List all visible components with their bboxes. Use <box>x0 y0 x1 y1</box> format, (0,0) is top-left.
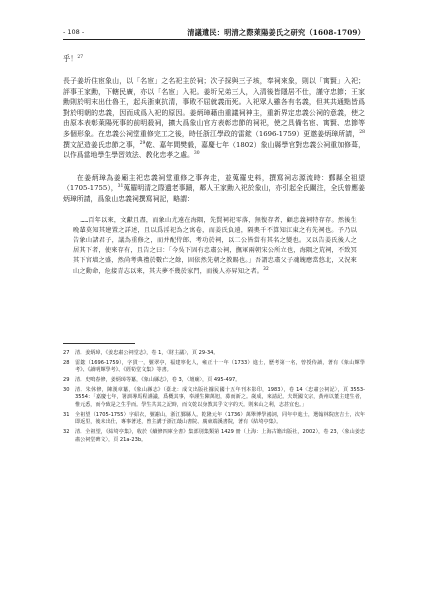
page-header <box>63 28 365 40</box>
footnote-text: 清．姜炳璋，《姜忠肅公祠堂志》，卷 1，〈財主議〉，頁 29-34。 <box>75 349 219 356</box>
footnote-ref: 29 <box>139 140 146 146</box>
footnote-divider <box>63 343 135 344</box>
footnote-number: 32 <box>63 429 70 436</box>
quote-text: ……百年以來，文獻且盡，而象山尤遠在海隅，先賢祠祀零落，無復存者，顧忠義祠特存存。然後生晚輩莫知其建置之詳述，且以爲淫祀為之寓卷，而姜氏負遠，隔奧千不算知江東之有先祠也。予乃以告象山諸君子，議為重修之，而并配侍郎、考功於祠，以二公皆當有其名之變也。又以告姜氏後人之居其下者，使來存有，且告之曰：「今吳下固有忠肅公祠，撫軍兩朝宋公所立也，海隅之荒祠，不致冥其下宮墻之盛，然尚考典禮於數亡之餘，固依然先朝之教賜也。」吾謂忠肅父子魂魄應當悠北，又況來山之動命，危接青志以來，其夫夢不幾於家門，而後人亦昇知之者。 <box>73 216 357 275</box>
body-paragraph-1 <box>63 76 365 161</box>
footnote-number: 27 <box>63 349 70 356</box>
block-quote <box>73 216 357 277</box>
continued-fragment <box>63 54 365 64</box>
footnote <box>63 387 365 410</box>
footnote-text: 清．全祖望，《結埼亭集》，收於《續修四庫全書》集部別集類第 1429 冊（上海：上海古籍出版社，2002），卷 23，〈象山姜忠肅公祠堂碑文〉，頁 21a-23b。 <box>75 429 365 443</box>
footnote-number: 28 <box>63 359 70 366</box>
footnote <box>63 360 365 375</box>
page-number: - 108 - <box>63 28 85 36</box>
paragraph-text: 長子姜圻住宦象山，以「名宦」之名祀主於祠；次子採與三子垓，奉祠來象，則以「寓賢」入祀；評事王家勳，下轄民廣，亦以「名宦」入祀。姜圻兄弟三人，入清後皆隱居不仕，謹守忠節；王家勳則於明末出仕魯王，起兵浙東抗清，事敗不屈就義而死。入祀眾人雖各有名義，但其共通點皆爲對於明朝的忠義，因而成爲入祀的原因。姜炳璋藉由重議祠神主，重新界定忠義公祠的意義，使之由原本表彰萊陽死事的前明殺祠，擴大爲象山官方表彰忠節的祠祀，使之具備名宦、寓賢、忠節等多個形象。在忠義公祠堂重修完工之後，時任浙江學政的雷鋐（1696-1759）更邀姜炳璋所請， <box>63 77 365 138</box>
footnote-ref: 28 <box>359 129 365 135</box>
footnote <box>63 412 365 427</box>
footnote <box>63 377 365 385</box>
fragment-text: 乎！ <box>63 54 78 63</box>
footnote-ref: 32 <box>263 266 269 272</box>
footnote-text: 清．史鳴春修，姜炳璋等纂，《象山縣志》，卷 3，〈壇廟〉，頁 495-497。 <box>75 376 241 383</box>
footnotes <box>63 350 365 444</box>
footnote-text: 全祖望（1705-1755）字紹衣，號謝山，浙江鄞縣人。乾隆元年（1736）萬舉博學鴻詞，同年中進士，選翰林院庶吉士，次年即返里，後未出仕，專事著述，曾主講于浙江蕺山書院、廣東端溪書院，著有《結埼亭集》。 <box>75 411 365 426</box>
footnote <box>63 350 365 358</box>
paragraph-text: 撰文記造姜氏忠節之事， <box>63 140 140 149</box>
footnote-ref: 27 <box>77 55 84 60</box>
running-title: 清議遺民：明清之際萊陽姜氏之研究（1608-1709） <box>187 28 365 37</box>
paragraph-text: 乾、嘉年間樊毅，嘉慶七年（1802）象山縣學官對忠義公祠重加修葺，以作爲當地學生學習效法、教化忠孝之處。 <box>63 140 366 160</box>
paper-page <box>63 28 365 446</box>
footnote <box>63 429 365 444</box>
footnote-number: 31 <box>63 411 70 418</box>
body-paragraph-2 <box>63 173 365 205</box>
footnote-text: 雷鋐（1696-1759），字貫一，號翠亭，福建寧化人，雍正十一年（1733）進士，歷考第一名，曾授侍讀，著有《象山輝學考》、《讀明輝學考》、《經筍堂文集》等書。 <box>75 359 365 374</box>
footnote-text: 清．朱休修，陳漢章纂，《象山縣志》（臺北：成文出版社據民國十五年刊本影印，1983），卷 14〈忠肅公祠記〉，頁 3553-3554：「嘉慶七年，署訓導馬程謹議，爲概其事，奉謹生陳萬旭，募而新之。歲成，來請記。夫既國文宗，黃州以董主建生者，惟元悉，而今致是之生乎而。學生共其之記時，而文乾以身教其乎文字的天。則來山之利，志甚宜也。」 <box>75 386 365 408</box>
quote-body <box>73 216 357 277</box>
footnote-ref: 31 <box>117 184 124 190</box>
footnote-number: 29 <box>63 376 70 383</box>
paragraph-text: 蒐羅明清之際遺老事蹟，鄰人王家勳入祀於象山，亦引起全氏關注，全氏曾應姜炳璋所請，爲象山忠義祠撰寫祠記，略謂： <box>63 184 365 203</box>
footnote-ref: 30 <box>193 151 200 157</box>
footnote-number: 30 <box>63 386 70 393</box>
paragraph-text: 在姜炳璋為姜廟主祀忠義祠堂重修之事奔走，並蒐羅史料，撰寫祠志源流時：鄞縣全祖望（1705-1755）， <box>63 173 365 193</box>
